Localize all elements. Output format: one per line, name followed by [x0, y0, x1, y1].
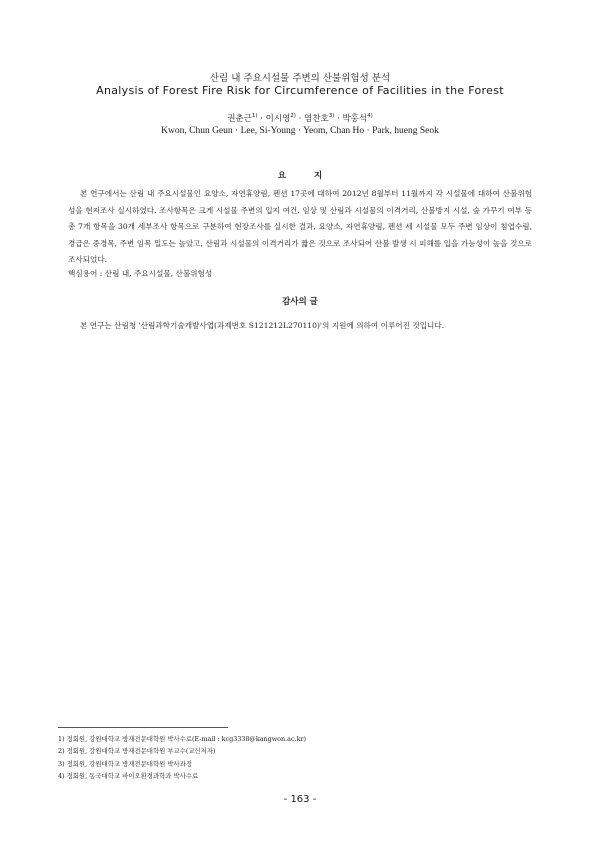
footnote-item: 1) 정회원, 강원대학교 방재전문대학원 박사수료(E-mail : kcg3338@kangwon.ac.kr)	[58, 735, 307, 743]
authors-english: Kwon, Chun Geun · Lee, Si-Young · Yeom, Chan Ho · Park, hueng Seok	[161, 126, 439, 136]
abstract-text: 본 연구에서는 산림 내 주요시설물인 요양소, 자연휴양림, 펜션 17곳에 대하여 2012년 8월부터 11월까지 각 시설물에 대하여 산불위험성을 현지조사 실시하였다. 조사항목은 크게 시설물 주변의 입지 여건, 임상 및 산림과 시설물의 이격거리, 산불방지 시설, 숲 가꾸기 여부 등 총 7개 항목을 30개 세부조사 항목으로 구분하여 현장조사를 실시한 결과, 요양소, 자연휴양림, 펜션 세 시설물 모두 주변 임상이 침엽수림, 경급은 중경목, 주변 임목 밀도는 높았고, 산림과 시설물의 이격거리가 짧은 것으로 조사되어 산불 발생 시 피해를 입을 가능성이 높을 것으로 조사되었다.	[68, 189, 532, 265]
author-name: 염찬호	[304, 114, 329, 124]
title-korean: 산림 내 주요시설물 주변의 산불위험성 분석	[209, 73, 391, 84]
page-number: - 163 -	[283, 794, 317, 805]
author-separator: ·	[295, 114, 305, 124]
footnotes	[58, 733, 538, 783]
authors-korean	[0, 112, 600, 124]
author-footnote-mark: 1)	[251, 113, 258, 120]
author-footnote-mark: 2)	[290, 113, 296, 120]
author-separator: ·	[334, 114, 343, 124]
author-separator: ·	[257, 114, 266, 124]
author-name: 이시영	[265, 114, 291, 124]
footnote-item: 2) 정회원, 강원대학교 방재전문대학원 부교수(교신저자)	[58, 747, 216, 756]
acknowledgement-text: 본 연구는 산림청 '산림과학기술개발사업(과제번호 S121212L270110)'의 지원에 의하여 이루어진 것입니다.	[80, 321, 445, 330]
acknowledgement-heading: 감사의 글	[282, 297, 318, 307]
title-english: Analysis of Forest Fire Risk for Circumference of Facilities in the Forest	[96, 84, 504, 97]
author-name: 박홍석	[342, 114, 368, 124]
footnote-item: 4) 정회원, 동국대학교 바이오환경과학과 박사수료	[58, 772, 199, 781]
author-footnote-mark: 3)	[328, 113, 335, 120]
keywords: 핵심용어 : 산림 내, 주요시설물, 산불위험성	[68, 269, 213, 278]
footnote-divider	[58, 727, 228, 728]
author-footnote-mark: 4)	[367, 113, 373, 120]
abstract-heading: 요지	[277, 171, 351, 181]
footnote-item: 3) 정회원, 강원대학교 방재전문대학원 박사과정	[58, 759, 193, 768]
author-name: 권춘근	[227, 114, 252, 124]
